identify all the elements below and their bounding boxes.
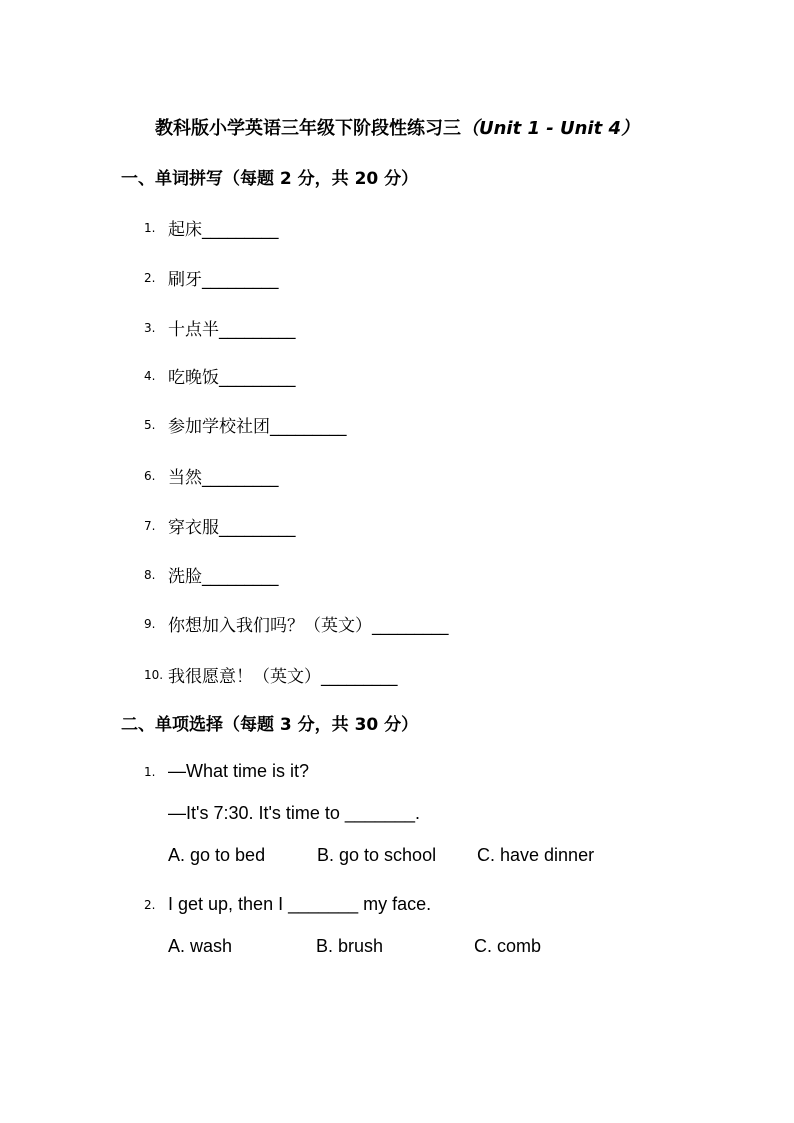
item-number: 4. [144,368,156,383]
spelling-item [144,265,279,290]
item-number: 6. [144,468,156,483]
item-number: 1. [144,220,156,235]
item-text: 吃晚饭_________ [168,368,296,388]
item-text: 十点半_________ [168,320,296,340]
question-line: —It's 7:30. It's time to _______. [168,803,421,823]
spelling-item [144,463,279,488]
item-text: 刷牙_________ [168,270,279,290]
spelling-item [144,513,296,538]
option-b: B. brush [316,936,384,956]
item-number: 7. [144,518,156,533]
option-b: B. go to school [317,845,437,865]
spelling-item [144,363,296,388]
spelling-item [144,412,347,437]
question-number: 2. [144,897,156,912]
question-line: —What time is it? [168,761,310,781]
item-text: 起床_________ [168,220,279,240]
item-text: 参加学校社团_________ [168,417,347,437]
option-a: A. wash [168,936,233,956]
item-number: 8. [144,567,156,582]
item-number: 2. [144,270,156,285]
section-heading-spelling: 一、单词拼写（每题 2 分，共 20 分） [121,169,419,189]
section-heading-multiple-choice: 二、单项选择（每题 3 分，共 30 分） [121,715,419,735]
spelling-item [144,611,449,636]
question-number: 1. [144,764,156,779]
title-unit-range: （Unit 1 - Unit 4） [461,118,639,139]
item-text: 我很愿意！（英文）_________ [168,667,398,687]
title-chinese: 教科版小学英语三年级下阶段性练习三 [155,118,461,139]
spelling-item [144,215,279,240]
option-c: C. comb [474,936,542,956]
spelling-item [144,662,398,687]
question-line: I get up, then I _______ my face. [168,894,432,914]
choice-question [144,761,309,782]
item-text: 当然_________ [168,468,279,488]
spelling-item [144,315,296,340]
spelling-item [144,562,279,587]
item-number: 10. [144,667,164,682]
item-number: 5. [144,417,156,432]
item-number: 3. [144,320,156,335]
item-number: 9. [144,616,156,631]
option-c: C. have dinner [477,845,595,865]
page-title [0,114,794,140]
option-a: A. go to bed [168,845,266,865]
item-text: 洗脸_________ [168,567,279,587]
choice-question [144,894,431,915]
item-text: 穿衣服_________ [168,518,296,538]
item-text: 你想加入我们吗？（英文）_________ [168,616,449,636]
